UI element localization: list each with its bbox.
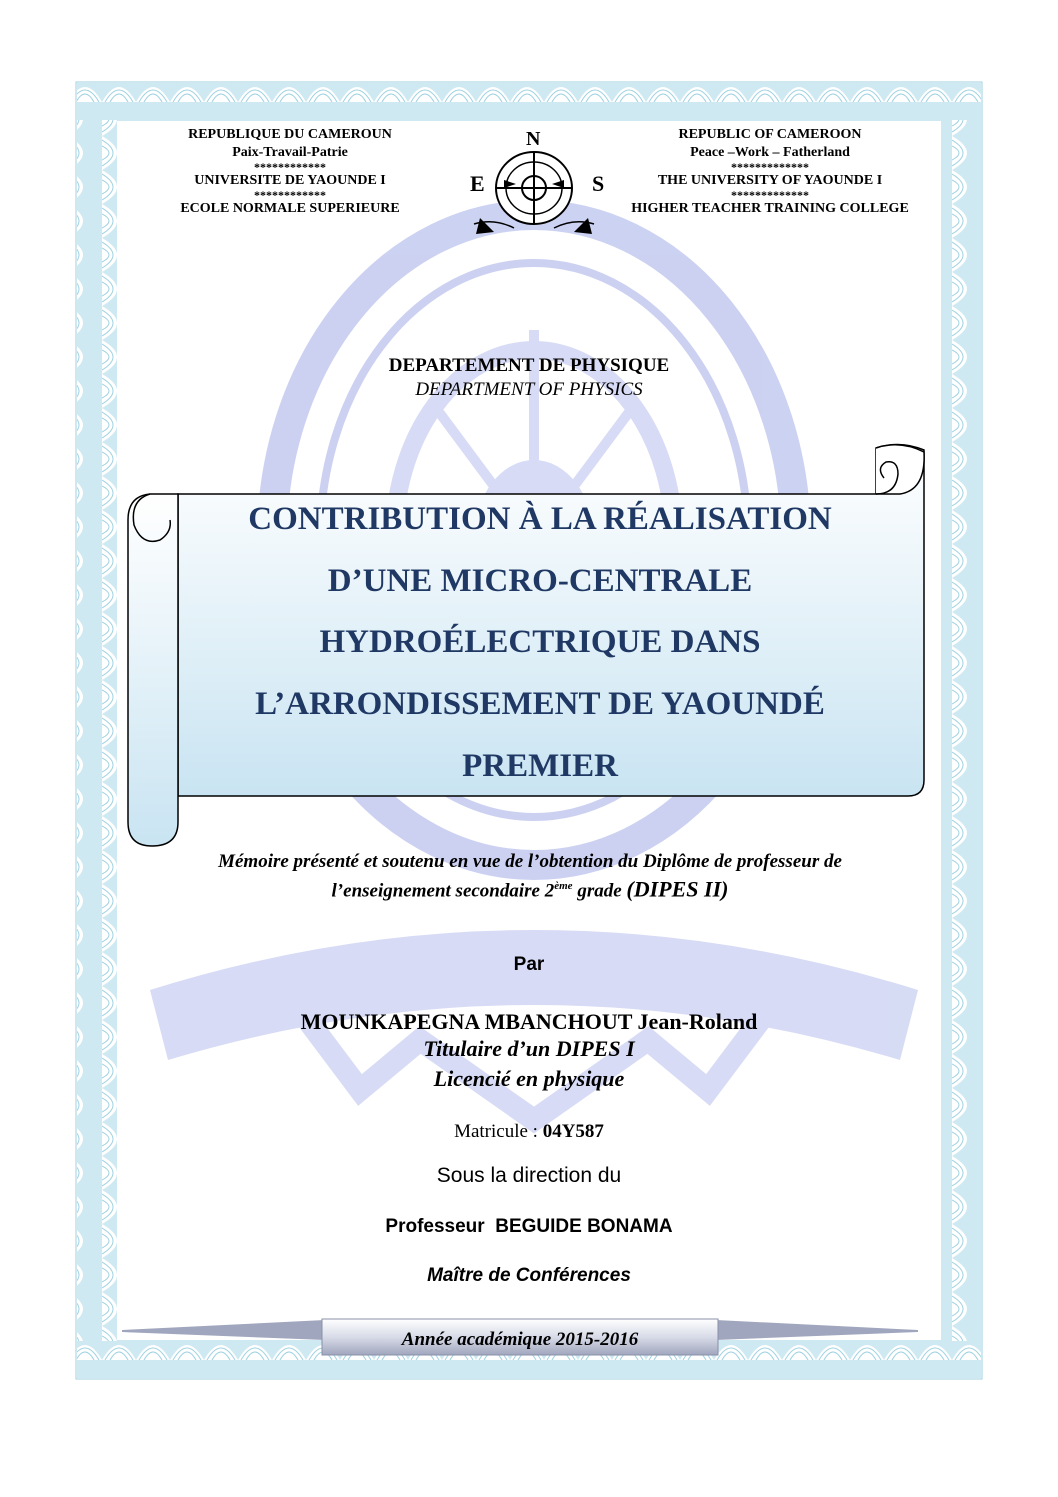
memoire-line-2 — [140, 874, 920, 903]
author-title-2: Licencié en physique — [433, 1066, 625, 1091]
compass-e: E — [470, 171, 485, 196]
matricule-value: 04Y587 — [542, 1121, 604, 1142]
title-line-3: HYDROÉLECTRIQUE DANS — [319, 624, 761, 660]
matricule-label: Matricule : — [454, 1121, 543, 1142]
title-line-4: L’ARRONDISSEMENT DE YAOUNDÉ — [255, 686, 825, 722]
department-en: DEPARTMENT OF PHYSICS — [415, 379, 643, 400]
title-line-5: PREMIER — [462, 748, 618, 784]
title-line-2: D’UNE MICRO-CENTRALE — [327, 563, 753, 599]
school-fr: ECOLE NORMALE SUPERIEURE — [180, 201, 400, 216]
memoire-grade: grade — [572, 880, 627, 902]
by-label: Par — [513, 954, 545, 975]
memoire-line-2-text: l’enseignement secondaire 2 — [331, 880, 555, 902]
motto-fr: Paix-Travail-Patrie — [232, 145, 348, 160]
degree: (DIPES II) — [626, 876, 729, 902]
compass-n: N — [526, 128, 541, 150]
memoire-line-1: Mémoire présenté et soutenu en vue de l’obtention du Diplôme de professeur de — [218, 851, 842, 872]
superscript: ème — [554, 880, 573, 892]
supervision-intro: Sous la direction du — [436, 1164, 622, 1187]
academic-year: Année académique 2015-2016 — [401, 1329, 639, 1350]
supervisor-rank: Maître de Conférences — [427, 1265, 631, 1286]
author-name: MOUNKAPEGNA MBANCHOUT Jean-Roland — [300, 1009, 758, 1034]
author-title-1: Titulaire d’un DIPES I — [423, 1036, 635, 1061]
university-en: THE UNIVERSITY OF YAOUNDE I — [657, 173, 883, 188]
country-fr: REPUBLIQUE DU CAMEROUN — [188, 127, 392, 142]
title-line-1: CONTRIBUTION À LA RÉALISATION — [248, 501, 832, 537]
separator: ************* — [731, 160, 809, 174]
department-fr: DEPARTEMENT DE PHYSIQUE — [388, 355, 670, 376]
separator: ************ — [254, 160, 326, 174]
motto-en: Peace –Work – Fatherland — [690, 145, 850, 160]
school-en: HIGHER TEACHER TRAINING COLLEGE — [631, 201, 909, 216]
country-en: REPUBLIC OF CAMEROON — [678, 127, 862, 142]
compass-s: S — [592, 171, 605, 196]
memoire-statement — [140, 849, 920, 903]
university-fr: UNIVERSITE DE YAOUNDE I — [194, 173, 386, 188]
supervisor-name: Professeur BEGUIDE BONAMA — [385, 1216, 673, 1237]
matricule — [129, 1121, 929, 1143]
header-left — [150, 126, 430, 218]
separator: ************ — [254, 188, 326, 202]
separator: ************* — [731, 188, 809, 202]
header-right — [610, 126, 930, 218]
